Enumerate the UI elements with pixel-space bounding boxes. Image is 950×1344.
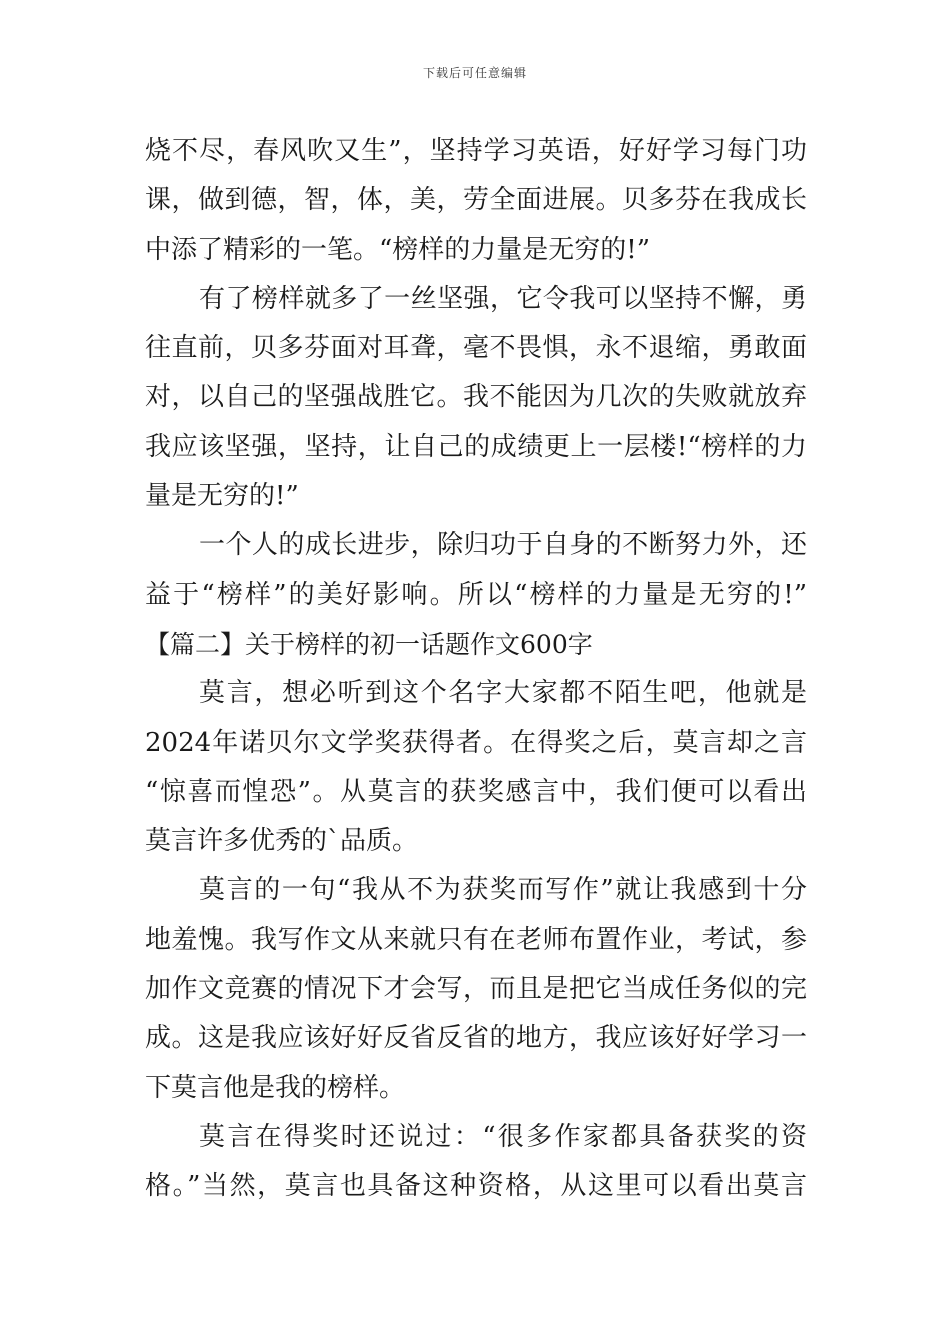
text-line: 我应该坚强，坚持，让自己的成绩更上一层楼!“榜样的力	[145, 431, 807, 462]
text-line: 量是无穷的!”	[145, 481, 299, 512]
text-line: “惊喜而惶恐”。从莫言的获奖感言中，我们便可以看出	[145, 776, 807, 807]
header-note: 下载后可任意编辑	[422, 66, 527, 80]
text-line: 莫言许多优秀的`品质。	[145, 826, 419, 857]
text-line: 莫言的一句“我从不为获奖而写作”就让我感到十分	[199, 875, 807, 906]
body-text	[145, 127, 807, 1212]
text-line: 地羞愧。我写作文从来就只有在老师布置作业，考试，参	[145, 924, 807, 955]
text-line: 莫言在得奖时还说过：“很多作家都具备获奖的资	[199, 1121, 807, 1152]
text-line: 益于“榜样”的美好影响。所以“榜样的力量是无穷的!”	[145, 579, 807, 610]
text-line: 莫言，想必听到这个名字大家都不陌生吧，他就是	[199, 678, 807, 709]
text-line: 有了榜样就多了一丝坚强，它令我可以坚持不懈，勇	[199, 283, 807, 314]
text-line: 中添了精彩的一笔。“榜样的力量是无穷的!”	[145, 234, 651, 265]
text-line: 一个人的成长进步，除归功于自身的不断努力外，还	[199, 530, 807, 561]
text-line: 烧不尽，春风吹又生”，坚持学习英语，好好学习每门功	[145, 136, 807, 166]
text-line: 加作文竞赛的情况下才会写，而且是把它当成任务似的完	[145, 974, 807, 1005]
text-line: 2024年诺贝尔文学奖获得者。在得奖之后，莫言却之言	[145, 727, 807, 758]
text-line: 格。”当然，莫言也具备这种资格，从这里可以看出莫言	[145, 1171, 807, 1202]
text-line: 对，以自己的坚强战胜它。我不能因为几次的失败就放弃	[145, 382, 807, 413]
text-line: 下莫言他是我的榜样。	[145, 1072, 406, 1103]
section-heading: 【篇二】关于榜样的初一话题作文600字	[145, 629, 593, 659]
text-line: 课，做到德，智，体，美，劳全面进展。贝多芬在我成长	[145, 185, 807, 216]
text-line: 往直前，贝多芬面对耳聋，毫不畏惧，永不退缩，勇敢面	[145, 333, 807, 364]
text-line: 成。这是我应该好好反省反省的地方，我应该好好学习一	[145, 1023, 807, 1054]
